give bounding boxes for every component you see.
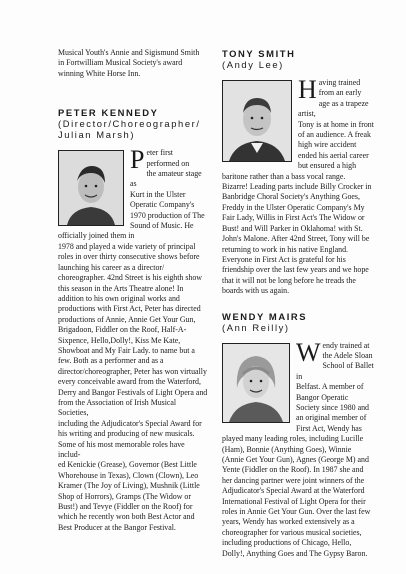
- left-column: [58, 48, 208, 547]
- text-line: Some of his most memorable roles have includ-: [58, 439, 185, 459]
- text-line: 1978 and played a wide variety of principal: [58, 241, 196, 251]
- text-line: Bust!) and Tevye (Fiddler on the Roof) for: [58, 502, 193, 512]
- headshot-photo: [222, 80, 292, 162]
- text-line: this season in the Arts Theatre alone! In: [58, 283, 184, 293]
- text-line: returning to work in his native England.: [222, 244, 349, 254]
- text-line: Tony is at home in front: [298, 119, 374, 129]
- bio-text: [222, 75, 374, 297]
- text-line: the Adele Sloan: [322, 350, 373, 360]
- text-line: roles in over thirty consecutive shows before: [58, 252, 200, 262]
- text-line: that it will not be long before he treads the: [222, 275, 356, 285]
- headshot-photo: [58, 150, 124, 226]
- text-line: Operatic Company's: [130, 200, 195, 210]
- performer-name: WENDY MAIRS: [222, 310, 308, 322]
- text-line: in Fortwilliam Musical Society's award: [58, 58, 183, 68]
- text-line: First Act, Wendy has: [296, 423, 362, 433]
- drop-cap: P: [130, 145, 145, 175]
- text-line: Shop of Horrors), Gramps (The Widow or: [58, 491, 191, 501]
- text-line: launching his career as a director/: [58, 262, 165, 272]
- text-line: Showboat and My Fair Lady. to name but a: [58, 345, 195, 355]
- text-line: Bizarre! Leading parts include Billy Crocker in: [222, 182, 372, 192]
- text-line: Kurt in the Ulster: [130, 189, 186, 199]
- bio-text: [222, 337, 374, 560]
- performer-role: (Andy Lee): [222, 59, 284, 70]
- text-line: Sound of Music. He: [130, 221, 194, 231]
- text-line: but ensured a high: [298, 161, 357, 171]
- text-line: productions with First Act, Peter has directed: [58, 304, 201, 314]
- text-line: roles in Annie Get Your Gun. Over the last few: [222, 507, 371, 517]
- text-line: boards with us again.: [222, 286, 290, 296]
- text-line: an original member of: [296, 413, 367, 423]
- text-line: Derry and Bangor Festivals of Light Opera and: [58, 387, 208, 397]
- headshot-illustration: [223, 344, 289, 422]
- text-line: endy trained at: [322, 340, 370, 350]
- role-line: Julian Marsh): [58, 129, 136, 141]
- text-line: years, Wendy has worked extensively as a: [222, 517, 355, 527]
- text-line: high wire accident: [298, 140, 357, 150]
- headshot-illustration: [59, 151, 123, 225]
- text-line: 1970 production of The: [130, 210, 205, 220]
- performer-role: (Ann Reilly): [222, 321, 290, 333]
- text-line: Everyone in First Act is grateful for his: [222, 254, 346, 264]
- text-line: choreographer for various musical societies,: [222, 527, 362, 537]
- text-line: Bangor Operatic: [296, 392, 349, 402]
- text-line: age as a trapeze artist,: [298, 98, 369, 119]
- headshot-photo: [222, 343, 290, 423]
- text-line: eter first: [146, 148, 173, 158]
- performer-name: PETER KENNEDY: [58, 107, 159, 119]
- bio-tony-smith: [222, 48, 374, 297]
- text-line: which he recently won both Best Actor and: [58, 512, 195, 522]
- text-line: every conceivable award from the Waterford,: [58, 377, 201, 387]
- text-line: his writing and producing of new musicals.: [58, 429, 195, 439]
- text-line: Brigadoon, Fiddler on the Roof, Half-A-: [58, 325, 187, 335]
- text-line: International Festival of Light Opera for their: [222, 496, 366, 506]
- text-line: winning White Horse Inn.: [58, 68, 141, 78]
- text-line: friendship over the last few years and we hope: [222, 265, 369, 275]
- text-line: Musical Youth's Annie and Sigismund Smith: [58, 48, 200, 57]
- headshot-illustration: [223, 81, 291, 161]
- text-line: the amateur stage as: [130, 169, 202, 189]
- text-line: from the Association of Irish Musical Societies,: [58, 397, 177, 418]
- bio-peter-kennedy: [58, 107, 208, 533]
- text-line: aving trained: [318, 78, 361, 87]
- text-line: her dancing partner were joint winners of the: [222, 475, 365, 485]
- performer-name: TONY SMITH: [222, 48, 296, 59]
- text-line: officially joined them in: [58, 231, 135, 241]
- text-line: Whorehouse in Texas), Clown (Clown), Leo: [58, 470, 199, 480]
- text-line: addition to his own original works and: [58, 293, 180, 303]
- text-line: School of Ballet in: [296, 361, 374, 381]
- text-line: Yente (Fiddler on the Roof). In 1987 she and: [222, 465, 364, 475]
- text-line: from an early: [318, 88, 362, 98]
- text-line: (Ham), Bonnie (Anything Goes), Winnie: [222, 444, 352, 454]
- bio-wendy-mairs: [222, 311, 374, 560]
- text-line: Society since 1980 and: [296, 402, 369, 412]
- role-line: (Director/Choreographer/: [58, 118, 201, 130]
- text-line: including productions of Chicago, Hello,: [222, 538, 352, 548]
- text-line: including the Adjudicator's Special Award for: [58, 418, 202, 428]
- text-line: director/choreographer, Peter has won virtually: [58, 366, 207, 376]
- text-line: played many leading roles, including Lucille: [222, 434, 364, 444]
- text-line: productions of Annie, Annie Get Your Gun,: [58, 314, 196, 324]
- intro-paragraph: [58, 48, 208, 79]
- right-column: [222, 48, 374, 573]
- text-line: Belfast. A member of: [296, 382, 364, 392]
- text-line: ed Kenickie (Grease), Governor (Best Little: [58, 460, 197, 470]
- text-line: Bust! and Will Parker in Oklahoma! with St.: [222, 223, 363, 233]
- text-line: Freddy in the Ulster Operatic Company's My: [222, 202, 365, 212]
- text-line: Dolly!, Anything Goes and The Gypsy Baron.: [222, 548, 368, 558]
- text-line: (Annie Get Your Gun), Agnes (George M) and: [222, 455, 369, 464]
- text-line: of an audience. A freak: [298, 130, 371, 140]
- text-line: Best Producer at the Bangor Festival.: [58, 522, 176, 532]
- bio-text: [58, 145, 208, 533]
- drop-cap: W: [296, 337, 321, 367]
- text-line: baritone rather than a bass vocal range.: [222, 171, 346, 181]
- text-line: Kramer (The Joy of Living), Mushnik (Little: [58, 481, 200, 491]
- text-line: John's Malone. After 42nd Street, Tony will be: [222, 234, 370, 244]
- text-line: Adjudicator's Special Award at the Waterford: [222, 486, 365, 496]
- text-line: few. Both as a performer and as a: [58, 356, 164, 366]
- drop-cap: H: [298, 75, 317, 104]
- text-line: Fair Lady, Willis in First Act's The Widow or: [222, 213, 365, 223]
- text-line: performed on: [146, 158, 190, 168]
- text-line: Banbridge Choral Society's Anything Goes,: [222, 192, 360, 202]
- performer-role: [58, 118, 208, 140]
- text-line: Sixpence, Hello,Dolly!, Kiss Me Kate,: [58, 335, 181, 345]
- text-line: choreographer. 42nd Street is his eighth show: [58, 273, 202, 283]
- text-line: ended his aerial career: [298, 150, 369, 160]
